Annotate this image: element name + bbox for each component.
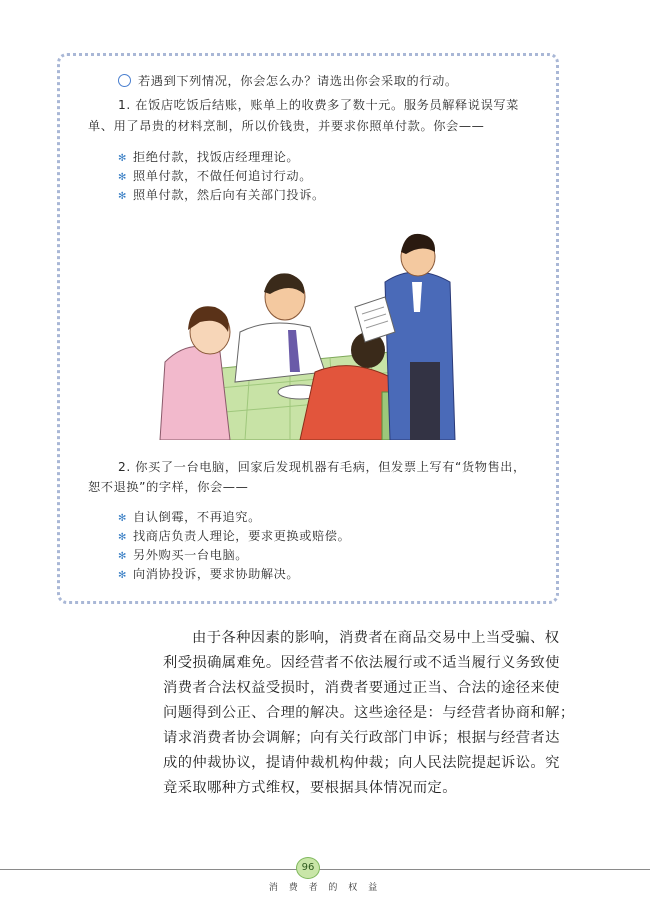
body-paragraph-line: 问题得到公正、合理的解决。这些途径是：与经营者协商和解；	[163, 705, 575, 721]
q1-option-3: ✻ 照单付款，然后向有关部门投诉。	[118, 188, 325, 202]
body-paragraph-line: 利受损确属难免。因经营者不依法履行或不适当履行义务致使	[163, 655, 560, 671]
body-paragraph-line: 成的仲裁协议，提请仲裁机构仲裁；向人民法院提起诉讼。究	[163, 755, 560, 771]
footer-divider	[0, 869, 650, 870]
q2-option-4: ✻ 向消协投诉，要求协助解决。	[118, 567, 300, 581]
q1-option-2: ✻ 照单付款，不做任何追讨行动。	[118, 169, 313, 183]
asterisk-icon: ✻	[118, 551, 127, 562]
q2-option-1: ✻ 自认倒霉，不再追究。	[118, 510, 261, 524]
q2-option-2: ✻ 找商店负责人理论，要求更换或赔偿。	[118, 529, 351, 543]
restaurant-dispute-illustration	[150, 222, 460, 440]
asterisk-icon: ✻	[118, 153, 127, 164]
asterisk-icon: ✻	[118, 172, 127, 183]
body-paragraph-line: 请求消费者协会调解；向有关行政部门申诉；根据与经营者达	[163, 730, 560, 746]
q2-line1: 2. 你买了一台电脑，回家后发现机器有毛病，但发票上写有“货物售出，	[118, 460, 526, 474]
q1-line2: 单、用了昂贵的材料烹制，所以价钱贵，并要求你照单付款。你会——	[88, 119, 485, 133]
circle-icon	[118, 74, 131, 87]
body-paragraph-line: 竟采取哪种方式维权，要根据具体情况而定。	[163, 780, 457, 796]
footer-section-title: 消 费 者 的 权 益	[268, 883, 382, 893]
asterisk-icon: ✻	[118, 532, 127, 543]
asterisk-icon: ✻	[118, 570, 127, 581]
activity-intro-text: 若遇到下列情况，你会怎么办？请选出你会采取的行动。	[138, 74, 458, 88]
q2-line2: 恕不退换”的字样，你会——	[88, 480, 249, 494]
q1-line1: 1. 在饭店吃饭后结账，账单上的收费多了数十元。服务员解释说误写菜	[118, 98, 519, 112]
body-paragraph-line: 由于各种因素的影响，消费者在商品交易中上当受骗、权	[192, 630, 560, 646]
asterisk-icon: ✻	[118, 191, 127, 202]
q1-option-1: ✻ 拒绝付款，找饭店经理理论。	[118, 150, 300, 164]
body-paragraph-line: 消费者合法权益受损时，消费者要通过正当、合法的途径来使	[163, 680, 560, 696]
asterisk-icon: ✻	[118, 513, 127, 524]
activity-intro	[118, 73, 458, 89]
q2-option-3: ✻ 另外购买一台电脑。	[118, 548, 249, 562]
page-number: 96	[296, 857, 320, 879]
